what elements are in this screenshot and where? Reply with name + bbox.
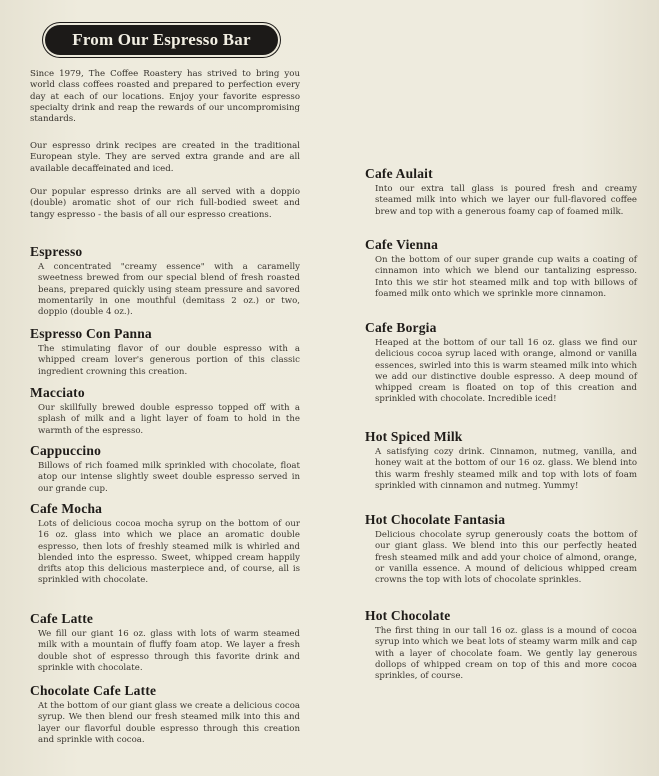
drink-name-cafe-latte: Cafe Latte	[30, 611, 94, 626]
intro-paragraph-2: Our espresso drink recipes are created in the traditional European style. They are served extra grande and are all available decaffeinated and iced.	[30, 141, 300, 174]
drink-name-espresso-con-panna: Espresso Con Panna	[30, 326, 152, 341]
drink-name-cafe-borgia: Cafe Borgia	[365, 320, 437, 335]
drink-desc-chocolate-cafe-latte: At the bottom of our giant glass we create a delicious cocoa syrup. We then blend our fresh steamed milk into this and layer our flavorful double espresso through this creation and sprinkle with cocoa.	[38, 701, 300, 745]
intro-paragraph-3: Our popular espresso drinks are all served with a doppio (double) aromatic shot of our rich full-bodied sweet and tangy espresso - the basis of all our espresso creations.	[30, 187, 300, 220]
drink-desc-hot-chocolate: The first thing in our tall 16 oz. glass is a mound of cocoa syrup into which we beat lots of steamy warm milk and cap with a layer of chocolate foam. We gently lay generous dollops of whipped cream on top of this and more cocoa sprinkles, of course.	[375, 626, 637, 682]
drink-name-cappuccino: Cappuccino	[30, 443, 102, 458]
drink-name-cafe-aulait: Cafe Aulait	[365, 166, 433, 181]
intro-paragraph-1: Since 1979, The Coffee Roastery has strived to bring you world class coffees roasted and prepared to perfection every day at each of our locations. Enjoy your favorite espresso specialty drink and reap the rewards of our uncompromising standards.	[30, 69, 300, 125]
drink-name-macciato: Macciato	[30, 385, 85, 400]
drink-desc-cafe-latte: We fill our giant 16 oz. glass with lots of warm steamed milk with a mountain of fluffy foam atop. We layer a fresh double shot of espresso through this favorite drink and sprinkle with chocolate.	[38, 629, 300, 673]
section-title: From Our Espresso Bar	[72, 30, 251, 49]
drink-name-chocolate-cafe-latte: Chocolate Cafe Latte	[30, 683, 157, 698]
drink-desc-cafe-vienna: On the bottom of our super grande cup waits a coating of cinnamon into which we blend our tantalizing espresso. Into this we stir hot steamed milk and top with billows of foamed milk onto which we sprinkle more cinnamon.	[375, 255, 637, 299]
drink-desc-cafe-aulait: Into our extra tall glass is poured fresh and creamy steamed milk into which we layer our full-flavored coffee brew and top with a generous foamy cap of foamed milk.	[375, 184, 637, 217]
drink-desc-cappuccino: Billows of rich foamed milk sprinkled with chocolate, float atop our intense slightly sweet double espresso served in our grande cup.	[38, 461, 300, 494]
drink-name-espresso: Espresso	[30, 244, 83, 259]
drink-desc-espresso: A concentrated "creamy essence" with a caramelly sweetness brewed from our special blend of fresh roasted beans, prepared quickly using steam pressure and savored momentarily in one mouthful (demitass 2 oz.) or two, doppio (double 4 oz.).	[38, 262, 300, 318]
section-header-badge	[45, 25, 278, 55]
drink-desc-cafe-borgia: Heaped at the bottom of our tall 16 oz. glass we find our delicious cocoa syrup laced with orange, almond or vanilla essences, swirled into this is warm steamed milk into which we add our distinctive double espresso. A deep mound of whipped cream is floated on top of this creation and sprinkled with chocolate. Incredible iced!	[375, 338, 637, 405]
drink-name-cafe-vienna: Cafe Vienna	[365, 237, 439, 252]
drink-desc-hot-chocolate-fantasia: Delicious chocolate syrup generously coats the bottom of our giant glass. We blend into this our perfectly heated fresh steamed milk and add your choice of almond, orange, or vanilla essence. A mound of delicious whipped cream crowns the top with lots of chocolate sprinkles.	[375, 530, 637, 586]
drink-name-hot-spiced-milk: Hot Spiced Milk	[365, 429, 463, 444]
drink-name-cafe-mocha: Cafe Mocha	[30, 501, 103, 516]
drink-name-hot-chocolate: Hot Chocolate	[365, 608, 451, 623]
drink-desc-macciato: Our skillfully brewed double espresso topped off with a splash of milk and a light layer of foam to hold in the warmth of the espresso.	[38, 403, 300, 436]
drink-desc-hot-spiced-milk: A satisfying cozy drink. Cinnamon, nutmeg, vanilla, and honey wait at the bottom of our 16 oz. glass. We blend into this warm freshly steamed milk and top with lots of foam sprinkled with cinnamon and nutmeg. Yummy!	[375, 447, 637, 491]
drink-name-hot-chocolate-fantasia: Hot Chocolate Fantasia	[365, 512, 506, 527]
drink-desc-espresso-con-panna: The stimulating flavor of our double espresso with a whipped cream lover's generous portion of this classic ingredient crowning this creation.	[38, 344, 300, 377]
drink-desc-cafe-mocha: Lots of delicious cocoa mocha syrup on the bottom of our 16 oz. glass into which we place an aromatic double espresso, then lots of freshly steamed milk is whirled and blended into the espresso. Sweet, whipped cream happily drifts atop this delicious masterpiece and, of course, all is sprinkled with chocolate.	[38, 519, 300, 586]
